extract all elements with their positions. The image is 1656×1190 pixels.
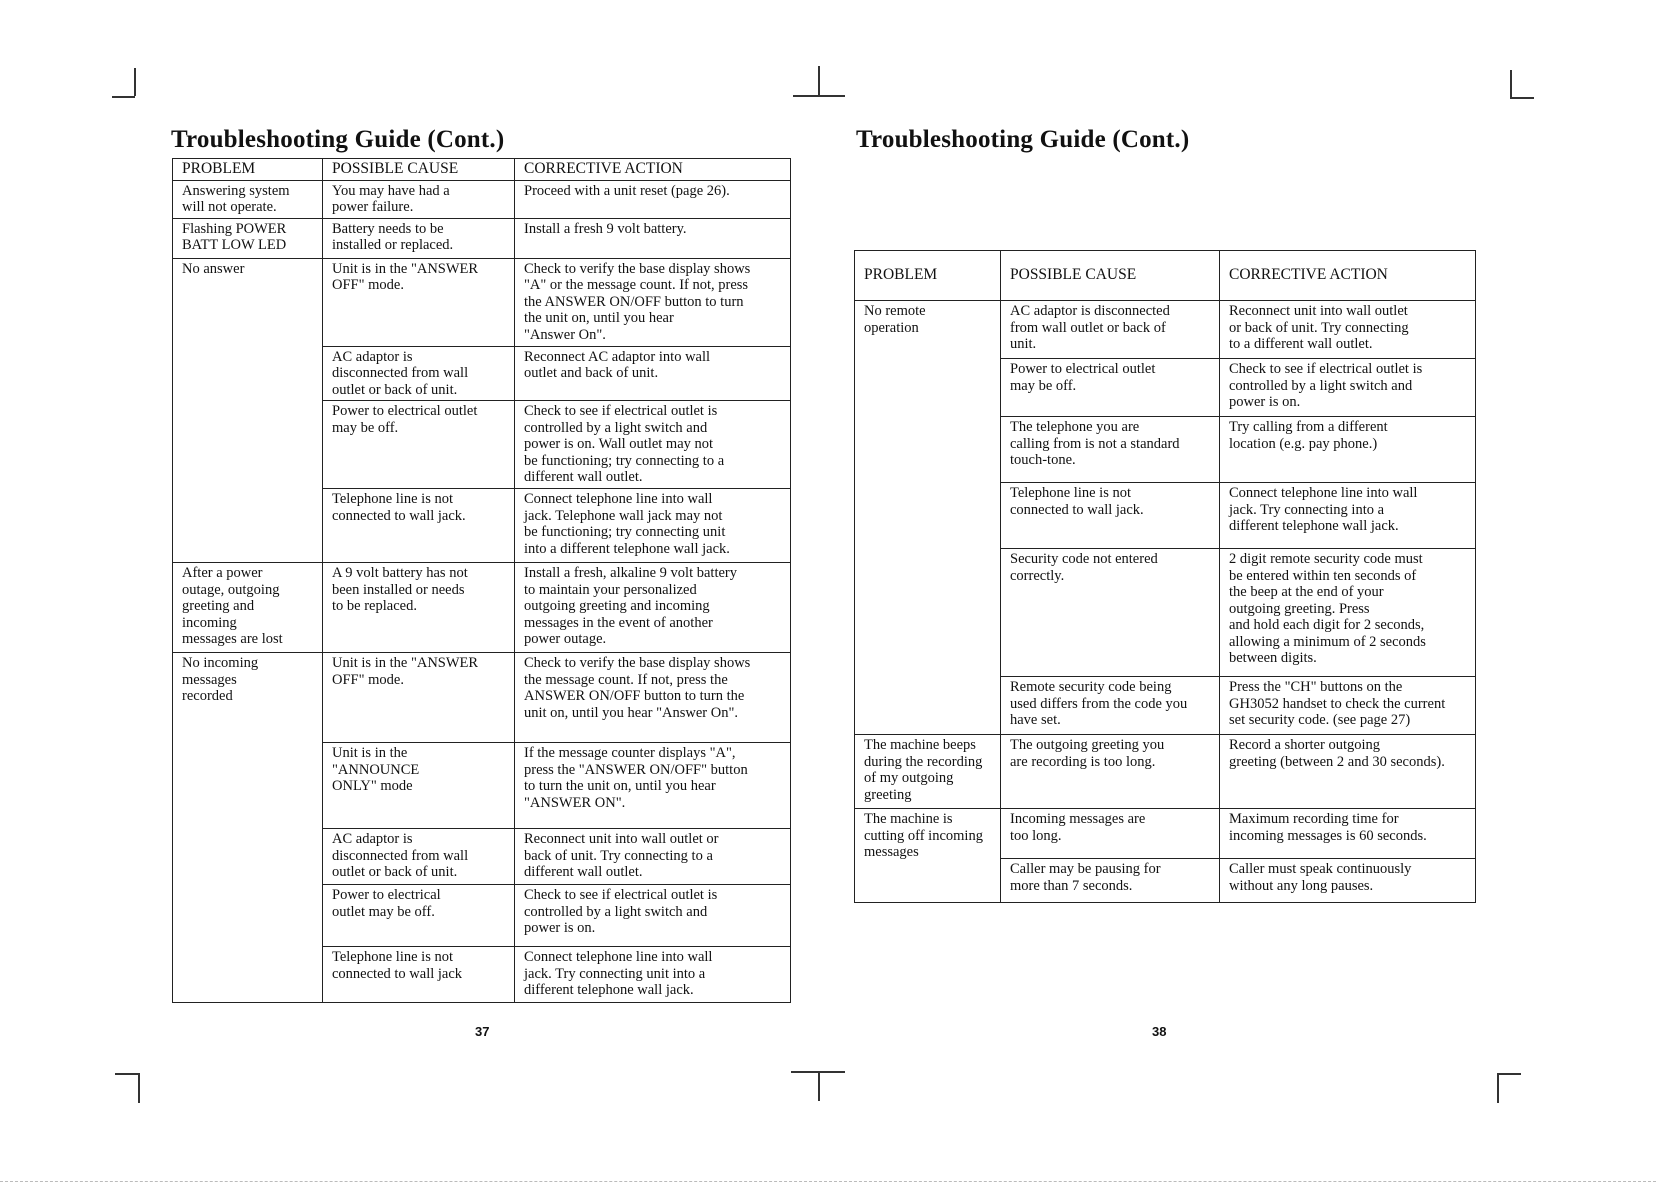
problem-cell: No remote operation bbox=[855, 301, 1001, 735]
action-cell: Reconnect unit into wall outlet or back of unit. Try connecting to a different wall outlet. bbox=[1220, 301, 1476, 359]
action-cell: 2 digit remote security code must be entered within ten seconds of the beep at the end of your outgoing greeting. Press and hold each digit for 2 seconds, allowing a minimum of 2 seconds between digits. bbox=[1220, 549, 1476, 677]
action-cell: Press the "CH" buttons on the GH3052 handset to check the current set security code. (see page 27) bbox=[1220, 677, 1476, 735]
table-row bbox=[173, 180, 791, 218]
cause-cell: Unit is in the "ANNOUNCE ONLY" mode bbox=[323, 743, 515, 829]
header-problem: PROBLEM bbox=[855, 251, 1001, 301]
cause-cell: AC adaptor is disconnected from wall outlet or back of unit. bbox=[323, 346, 515, 401]
action-cell: Check to see if electrical outlet is controlled by a light switch and power is on. Wall outlet may not be functioning; try connecting to a different wall outlet. bbox=[515, 401, 791, 489]
cause-cell: The telephone you are calling from is not a standard touch-tone. bbox=[1001, 417, 1220, 483]
table-row bbox=[173, 218, 791, 258]
crop-mark bbox=[115, 1073, 139, 1075]
crop-mark bbox=[818, 1071, 820, 1101]
page-number: 37 bbox=[475, 1024, 490, 1039]
cause-cell: A 9 volt battery has not been installed or needs to be replaced. bbox=[323, 563, 515, 653]
crop-mark bbox=[1497, 1073, 1499, 1103]
action-cell: Install a fresh 9 volt battery. bbox=[515, 218, 791, 258]
cause-cell: Incoming messages are too long. bbox=[1001, 809, 1220, 859]
cause-cell: Unit is in the "ANSWER OFF" mode. bbox=[323, 258, 515, 346]
cause-cell: Telephone line is not connected to wall jack. bbox=[1001, 483, 1220, 549]
crop-mark bbox=[1510, 97, 1534, 99]
action-cell: Check to verify the base display shows the message count. If not, press the ANSWER ON/OFF button to turn the unit on, until you hear "Answer On". bbox=[515, 653, 791, 743]
action-cell: Proceed with a unit reset (page 26). bbox=[515, 180, 791, 218]
action-cell: Reconnect AC adaptor into wall outlet and back of unit. bbox=[515, 346, 791, 401]
crop-mark bbox=[818, 66, 820, 96]
cause-cell: AC adaptor is disconnected from wall outlet or back of unit. bbox=[323, 829, 515, 885]
troubleshooting-table bbox=[172, 158, 791, 1003]
action-cell: Check to verify the base display shows "A" or the message count. If not, press the ANSWER ON/OFF button to turn the unit on, until you hear "Answer On". bbox=[515, 258, 791, 346]
action-cell: Connect telephone line into wall jack. Try connecting unit into a different telephone wall jack. bbox=[515, 947, 791, 1003]
action-cell: Connect telephone line into wall jack. Try connecting into a different telephone wall jack. bbox=[1220, 483, 1476, 549]
page-number: 38 bbox=[1152, 1024, 1167, 1039]
troubleshooting-table bbox=[854, 250, 1476, 903]
action-cell: If the message counter displays "A", press the "ANSWER ON/OFF" button to turn the unit on, until you hear "ANSWER ON". bbox=[515, 743, 791, 829]
problem-cell: No answer bbox=[173, 258, 323, 563]
crop-mark bbox=[1497, 1073, 1521, 1075]
action-cell: Reconnect unit into wall outlet or back of unit. Try connecting to a different wall outlet. bbox=[515, 829, 791, 885]
cause-cell: Battery needs to be installed or replaced. bbox=[323, 218, 515, 258]
table-row bbox=[173, 563, 791, 653]
action-cell: Check to see if electrical outlet is controlled by a light switch and power is on. bbox=[515, 885, 791, 947]
problem-cell: After a power outage, outgoing greeting and incoming messages are lost bbox=[173, 563, 323, 653]
cause-cell: Telephone line is not connected to wall jack bbox=[323, 947, 515, 1003]
cause-cell: AC adaptor is disconnected from wall outlet or back of unit. bbox=[1001, 301, 1220, 359]
action-cell: Caller must speak continuously without any long pauses. bbox=[1220, 859, 1476, 903]
cause-cell: Power to electrical outlet may be off. bbox=[323, 885, 515, 947]
table-header-row bbox=[173, 159, 791, 181]
header-action: CORRECTIVE ACTION bbox=[515, 159, 791, 181]
scan-edge-line bbox=[0, 1181, 1656, 1182]
header-cause: POSSIBLE CAUSE bbox=[1001, 251, 1220, 301]
action-cell: Record a shorter outgoing greeting (between 2 and 30 seconds). bbox=[1220, 735, 1476, 809]
cause-cell: Telephone line is not connected to wall jack. bbox=[323, 489, 515, 563]
header-action: CORRECTIVE ACTION bbox=[1220, 251, 1476, 301]
action-cell: Connect telephone line into wall jack. Telephone wall jack may not be functioning; try connecting unit into a different telephone wall jack. bbox=[515, 489, 791, 563]
header-cause: POSSIBLE CAUSE bbox=[323, 159, 515, 181]
action-cell: Maximum recording time for incoming messages is 60 seconds. bbox=[1220, 809, 1476, 859]
table-header-row bbox=[855, 251, 1476, 301]
table-row bbox=[855, 735, 1476, 809]
table-row bbox=[855, 809, 1476, 859]
table-row bbox=[855, 301, 1476, 359]
crop-mark bbox=[112, 96, 135, 98]
page-title: Troubleshooting Guide (Cont.) bbox=[856, 126, 1190, 153]
crop-mark bbox=[793, 95, 845, 97]
crop-mark bbox=[1510, 70, 1512, 98]
header-problem: PROBLEM bbox=[173, 159, 323, 181]
crop-mark bbox=[138, 1073, 140, 1103]
cause-cell: Security code not entered correctly. bbox=[1001, 549, 1220, 677]
cause-cell: The outgoing greeting you are recording is too long. bbox=[1001, 735, 1220, 809]
crop-mark bbox=[134, 68, 136, 96]
problem-cell: The machine is cutting off incoming messages bbox=[855, 809, 1001, 903]
cause-cell: Remote security code being used differs from the code you have set. bbox=[1001, 677, 1220, 735]
cause-cell: Power to electrical outlet may be off. bbox=[1001, 359, 1220, 417]
problem-cell: Answering system will not operate. bbox=[173, 180, 323, 218]
cause-cell: Unit is in the "ANSWER OFF" mode. bbox=[323, 653, 515, 743]
table-row bbox=[173, 258, 791, 346]
cause-cell: Power to electrical outlet may be off. bbox=[323, 401, 515, 489]
problem-cell: Flashing POWER BATT LOW LED bbox=[173, 218, 323, 258]
action-cell: Install a fresh, alkaline 9 volt battery to maintain your personalized outgoing greeting and incoming messages in the event of another power outage. bbox=[515, 563, 791, 653]
cause-cell: You may have had a power failure. bbox=[323, 180, 515, 218]
problem-cell: The machine beeps during the recording of my outgoing greeting bbox=[855, 735, 1001, 809]
problem-cell: No incoming messages recorded bbox=[173, 653, 323, 1003]
action-cell: Check to see if electrical outlet is controlled by a light switch and power is on. bbox=[1220, 359, 1476, 417]
cause-cell: Caller may be pausing for more than 7 seconds. bbox=[1001, 859, 1220, 903]
action-cell: Try calling from a different location (e.g. pay phone.) bbox=[1220, 417, 1476, 483]
table-row bbox=[173, 653, 791, 743]
page-title: Troubleshooting Guide (Cont.) bbox=[171, 126, 505, 153]
